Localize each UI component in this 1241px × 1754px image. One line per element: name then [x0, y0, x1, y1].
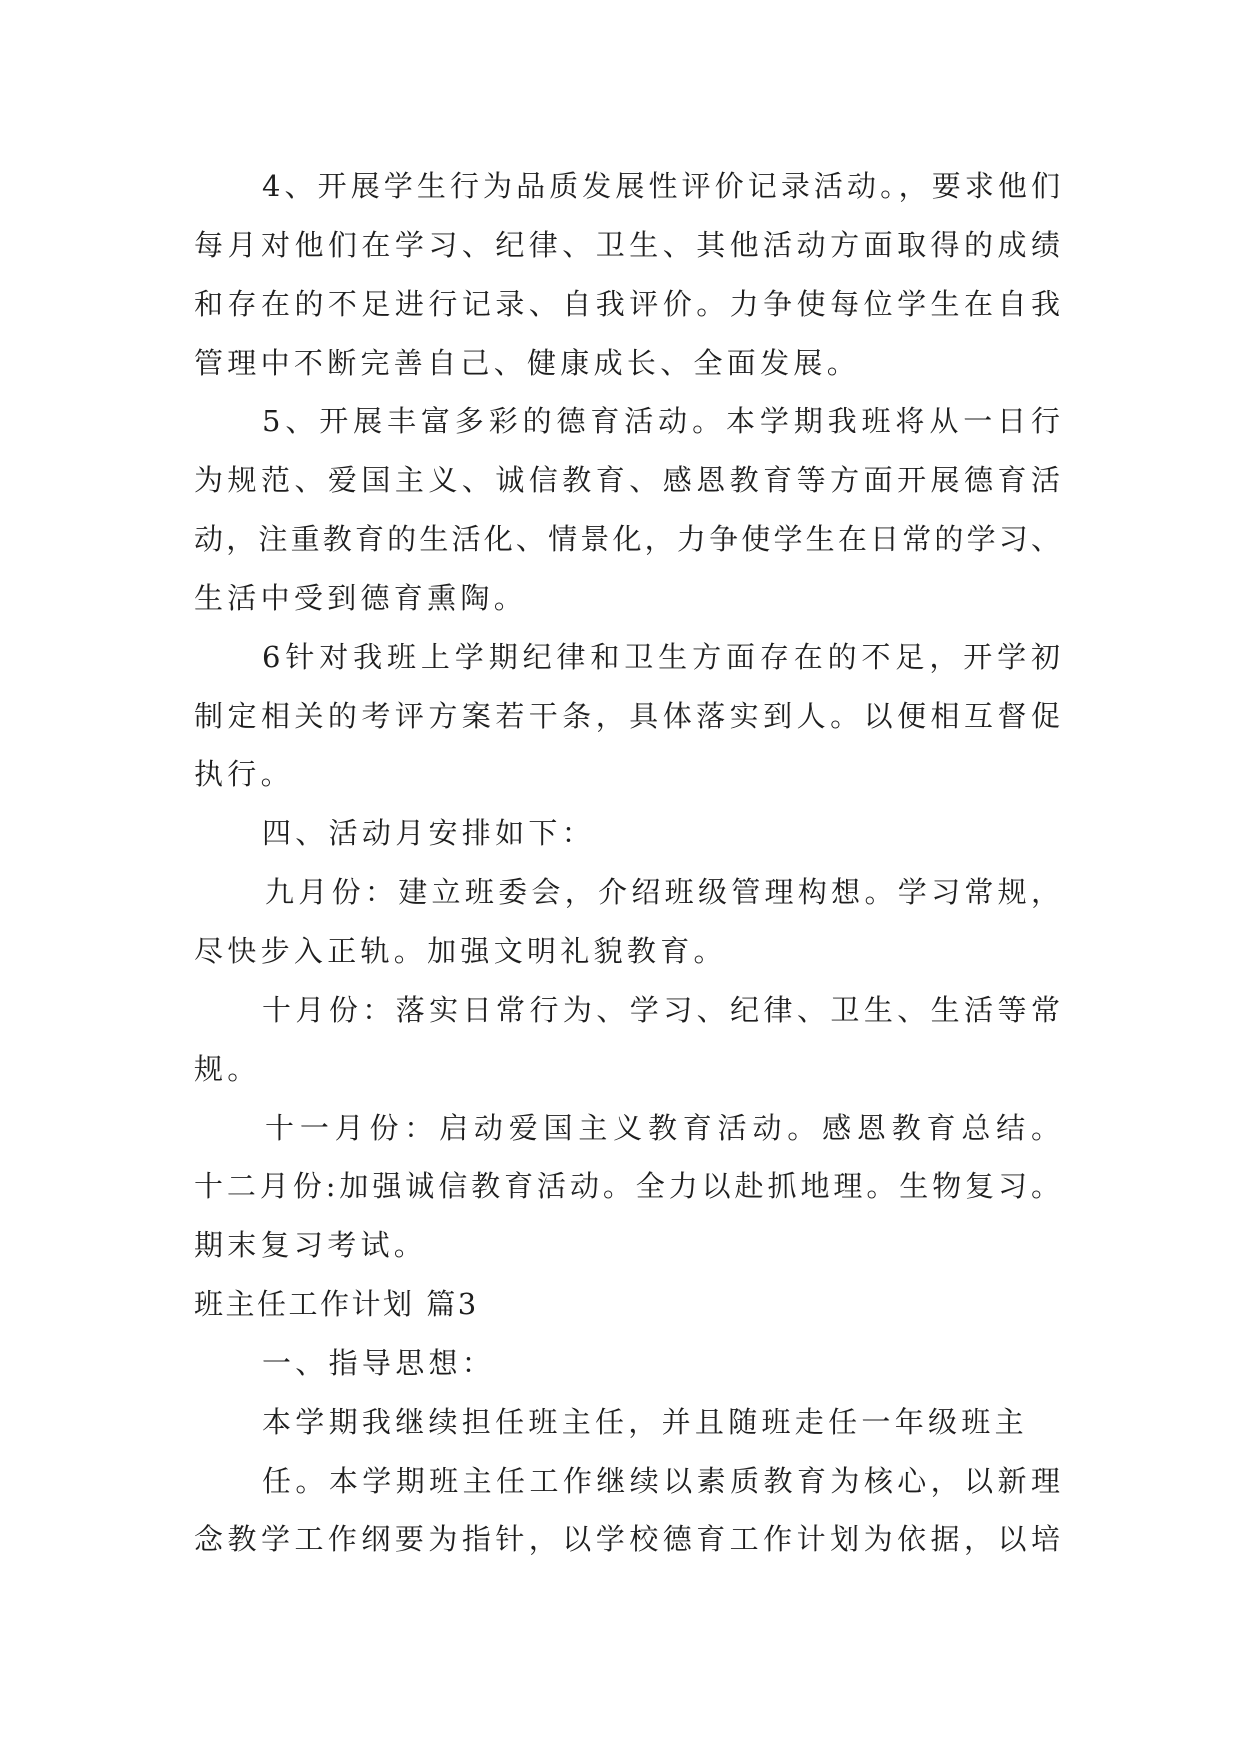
paragraph: [194, 1393, 1060, 1452]
text-line: 十二月份:加强诚信教育活动。全力以赴抓地理。生物复习。: [194, 1169, 1060, 1204]
text-line: 十月份：落实日常行为、学习、纪律、卫生、生活等常: [262, 992, 1060, 1027]
text-line: 期末复习考试。: [194, 1228, 428, 1263]
text-line: 规。: [194, 1051, 261, 1086]
text-line: 6针对我班上学期纪律和卫生方面存在的不足，开学初: [262, 639, 1060, 674]
paragraph: [194, 392, 1060, 627]
document-body: [194, 157, 1060, 1569]
text-line: 管理中不断完善自己、健康成长、全面发展。: [194, 345, 861, 380]
text-line: 和存在的不足进行记录、自我评价。力争使每位学生在自我: [194, 286, 1060, 321]
text-line: 本学期我继续担任班主任，并且随班走任一年级班主: [262, 1404, 1028, 1439]
text-line: 九月份：建立班委会，介绍班级管理构想。学习常规，: [265, 875, 1060, 910]
text-line: 十一月份：启动爱国主义教育活动。感恩教育总结。: [265, 1110, 1060, 1145]
paragraph: [194, 863, 1060, 981]
paragraph: [194, 1099, 1060, 1276]
paragraph: [194, 628, 1060, 805]
paragraph: [194, 981, 1060, 1099]
section-title-text: 班主任工作计划 篇3: [194, 1287, 479, 1322]
subheading: [194, 1334, 1060, 1393]
text-line: 制定相关的考评方案若干条，具体落实到人。以便相互督促: [194, 698, 1060, 733]
text-line: 尽快步入正轨。加强文明礼貌教育。: [194, 933, 727, 968]
text-line: 生活中受到德育熏陶。: [194, 580, 528, 615]
text-line: 为规范、爱国主义、诚信教育、感恩教育等方面开展德育活: [194, 463, 1060, 498]
section-title: [194, 1275, 1060, 1334]
text-line: 5、开展丰富多彩的德育活动。本学期我班将从一日行: [262, 404, 1060, 439]
text-line: 每月对他们在学习、纪律、卫生、其他活动方面取得的成绩: [194, 227, 1060, 262]
text-line: 念教学工作纲要为指针，以学校德育工作计划为依据，以培: [194, 1522, 1060, 1557]
paragraph: [194, 157, 1060, 392]
text-line: 任。本学期班主任工作继续以素质教育为核心，以新理: [262, 1463, 1060, 1498]
text-line: 执行。: [194, 757, 294, 792]
paragraph: [194, 1452, 1060, 1570]
text-line: 动，注重教育的生活化、情景化，力争使学生在日常的学习、: [194, 522, 1060, 557]
text-line: 四、活动月安排如下：: [262, 816, 596, 851]
subheading: [194, 804, 1060, 863]
text-line: 4、开展学生行为品质发展性评价记录活动。，要求他们: [262, 169, 1060, 203]
text-line: 一、指导思想：: [262, 1345, 496, 1380]
